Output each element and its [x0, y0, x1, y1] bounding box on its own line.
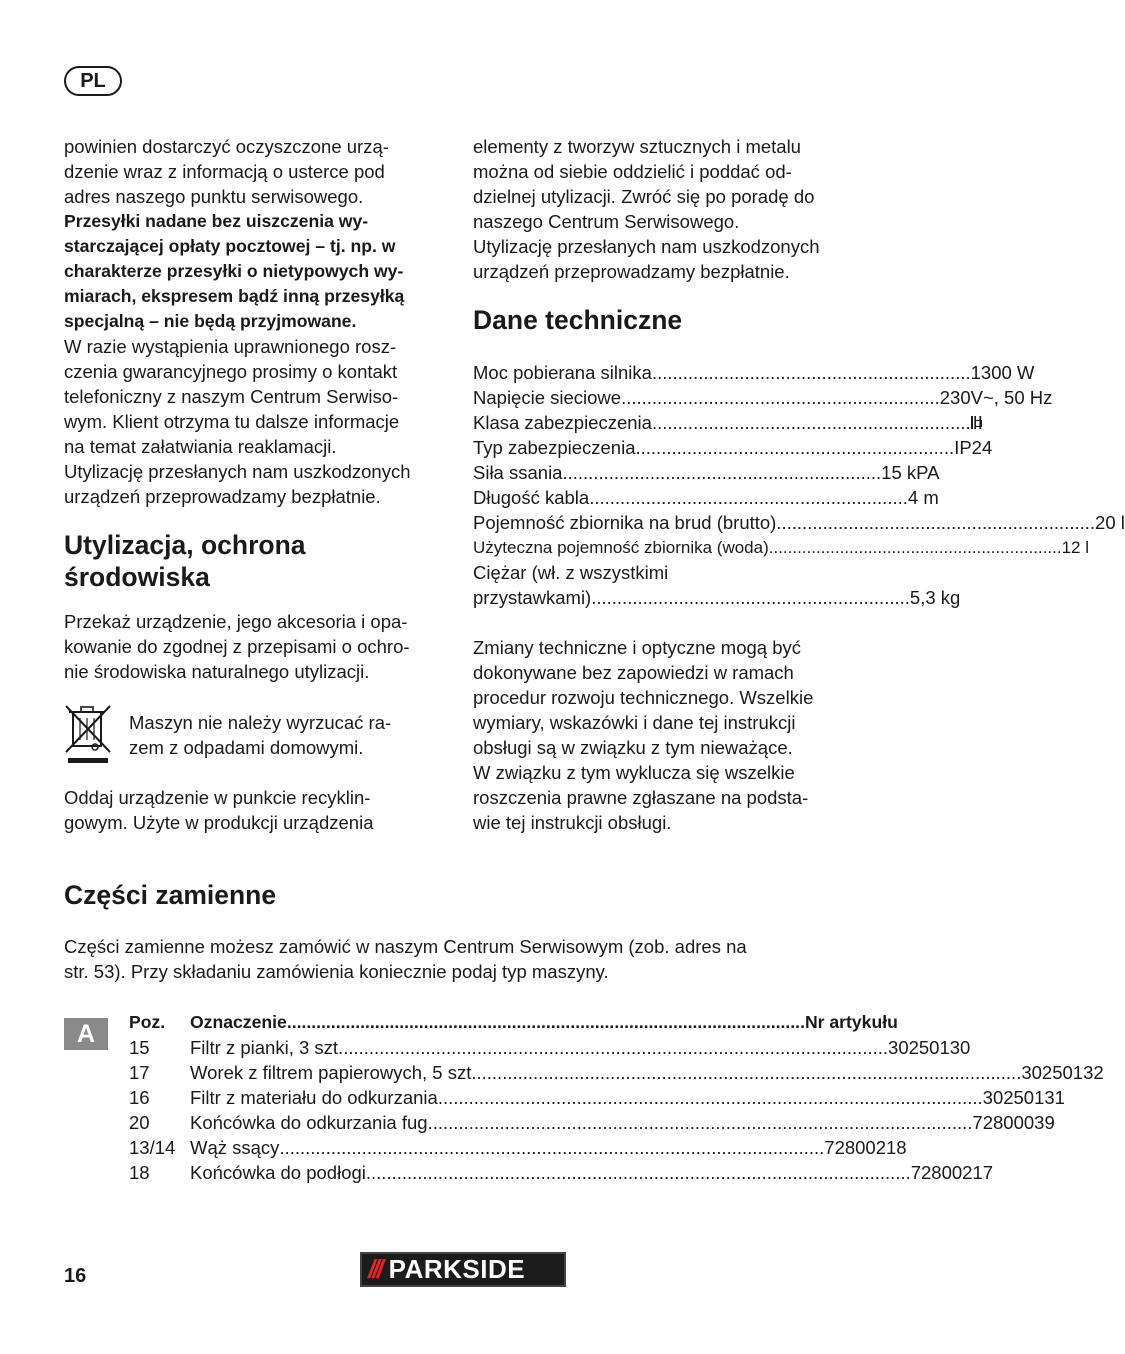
table-row	[129, 1060, 1104, 1085]
spec-label: Klasa zabezpieczenia	[473, 412, 652, 433]
spec-value: II	[972, 412, 983, 433]
header-pos: Poz.	[129, 1012, 166, 1032]
spec-row	[473, 585, 961, 610]
recycling-continued-paragraph: elementy z tworzyw sztucznych i metalu można od siebie oddzielić i poddać od- dzielnej utylizacji. Zwróć się po poradę do naszego Centrum Serwisowego. Utylizację przesłanych nam uszkodzonych urządzeń przeprowadzamy bezpłatnie.	[473, 136, 820, 282]
spec-label: Użyteczna pojemność zbiornika (woda)	[473, 538, 769, 557]
part-pos: 13/14	[129, 1137, 176, 1158]
leader-dots: ..............................................................	[651, 362, 971, 383]
technical-changes-paragraph: Zmiany techniczne i optyczne mogą być dokonywane bez zapowiedzi w ramach procedur rozwoju technicznego. Wszelkie wymiary, wskazówki i dane tej instrukcji obsługi są w związku z tym nieważące. W związku z tym wyklucza się wszelkie roszczenia prawne zgłaszane na podsta- wie tej instrukcji obsługi.	[473, 637, 814, 833]
leader-dots: ..........................................................................................................	[286, 1012, 805, 1032]
part-article-no: 72800217	[910, 1162, 994, 1183]
part-pos: 15	[129, 1037, 150, 1058]
table-row	[129, 1135, 907, 1160]
part-article-no: 30250132	[1021, 1062, 1104, 1083]
leader-dots: ..........................................................................................................	[279, 1137, 825, 1158]
leader-dots: ..............................................................	[635, 437, 955, 458]
part-pos: 18	[129, 1162, 150, 1183]
spec-value: 230V~, 50 Hz	[939, 387, 1053, 408]
header-name: Oznaczenie	[190, 1012, 287, 1032]
spec-label: Typ zabezpieczenia	[473, 437, 636, 458]
tech-spec-table	[473, 360, 1125, 610]
spec-label: przystawkami)	[473, 587, 592, 608]
disposal-paragraph: Przekaż urządzenie, jego akcesoria i opa- kowanie do zgodnej z przepisami o ochro- nie środowiska naturalnego utylizacji.	[64, 611, 410, 682]
spec-label: Moc pobierana silnika	[473, 362, 652, 383]
spec-row	[473, 410, 983, 435]
part-pos: 16	[129, 1087, 150, 1108]
leader-dots: ..........................................................................................................	[437, 1087, 983, 1108]
left-column	[64, 134, 454, 509]
part-name: Filtr z pianki, 3 szt.	[190, 1037, 344, 1058]
spec-label: Pojemność zbiornika na brud (brutto)	[473, 512, 777, 533]
spec-row	[473, 510, 1125, 535]
protection-class-ii-icon	[971, 416, 973, 429]
spare-parts-table	[129, 1010, 1104, 1185]
service-paragraph: powinien dostarczyć oczyszczone urzą- dzenie wraz z informacją o usterce pod adres naszego punktu serwisowego.	[64, 136, 389, 207]
spec-value: 4 m	[907, 487, 939, 508]
leader-dots: ..............................................................	[589, 487, 908, 508]
spec-value: 12 l	[1061, 538, 1090, 557]
leader-dots: ..............................................................	[768, 538, 1062, 557]
weee-bin-icon	[64, 704, 114, 766]
leader-dots: ..............................................................	[651, 412, 971, 433]
spec-label: Siła ssania	[473, 462, 563, 483]
spec-row	[473, 560, 853, 585]
table-row	[129, 1110, 1055, 1135]
spec-label: Napięcie sieciowe	[473, 387, 622, 408]
spec-row	[473, 435, 993, 460]
weee-text: Maszyn nie należy wyrzucać ra- zem z odpadami domowymi.	[129, 712, 392, 758]
leader-dots: ..........................................................................................................	[476, 1062, 1022, 1083]
spec-value: IP24	[954, 437, 993, 458]
header-article-no: Nr artykułu	[804, 1012, 898, 1032]
part-article-no: 30250131	[982, 1087, 1065, 1108]
leader-dots: ..............................................................	[562, 462, 882, 483]
spec-value: 5,3 kg	[909, 587, 961, 608]
parkside-logo	[360, 1252, 566, 1287]
part-name: Wąż ssący	[190, 1137, 280, 1158]
spec-row	[473, 360, 1035, 385]
leader-dots: ..............................................................	[621, 387, 940, 408]
leader-dots: ..............................................................	[776, 512, 1096, 533]
warranty-paragraph: W razie wystąpienia uprawnionego rosz- czenia gwarancyjnego prosimy o kontakt telefoniczny z naszym Centrum Serwiso- wym. Klient otrzyma tu dalsze informacje na temat załatwiania reaklamacji. Utylizację przesłanych nam uszkodzonych urządzeń przeprowadzamy bezpłatnie.	[64, 336, 411, 507]
part-pos: 20	[129, 1112, 150, 1133]
recycling-paragraph: Oddaj urządzenie w punkcie recyklin- gowym. Użyte w produkcji urządzenia	[64, 787, 374, 833]
figure-a-label: A	[64, 1018, 108, 1050]
leader-dots: ..........................................................................................................	[427, 1112, 973, 1133]
spare-parts-heading: Części zamienne	[64, 880, 277, 910]
leader-dots: ..........................................................................................................	[343, 1037, 889, 1058]
logo-text: PARKSIDE	[388, 1254, 526, 1284]
part-article-no: 30250130	[888, 1037, 971, 1058]
spec-value: 15 kPA	[881, 462, 940, 483]
part-name: Końcówka do podłogi	[190, 1162, 366, 1183]
spec-value: 20 l	[1095, 512, 1125, 533]
part-name: Worek z filtrem papierowych, 5 szt.	[190, 1062, 477, 1083]
part-article-no: 72800039	[972, 1112, 1055, 1133]
spec-label: Ciężar (wł. z wszystkimi	[473, 562, 669, 583]
part-article-no: 72800218	[824, 1137, 907, 1158]
table-row	[129, 1035, 971, 1060]
leader-dots: ..........................................................................................................	[365, 1162, 911, 1183]
tech-data-heading: Dane techniczne	[473, 305, 683, 335]
leader-dots: ..............................................................	[591, 587, 910, 608]
spec-row	[473, 485, 939, 510]
spec-label: Długość kabla	[473, 487, 590, 508]
shipping-warning: Przesyłki nadane bez uiszczenia wy- starczającej opłaty pocztowej – tj. np. w charakterze przesyłki o nietypowych wy- miarach, ekspresem bądź inną przesyłką specjalną – nie będą przyjmowane.	[64, 211, 405, 331]
language-badge: PL	[64, 66, 122, 96]
part-name: Końcówka do odkurzania fug	[190, 1112, 428, 1133]
part-name: Filtr z materiału do odkurzania	[190, 1087, 438, 1108]
spec-value: 1300 W	[970, 362, 1035, 383]
page-number: 16	[64, 1265, 87, 1287]
table-header	[129, 1010, 898, 1035]
spec-row	[473, 535, 1090, 560]
spec-row	[473, 385, 1053, 410]
spare-parts-intro: Części zamienne możesz zamówić w naszym Centrum Serwisowym (zob. adres na str. 53). Przy składaniu zamówienia koniecznie podaj typ maszyny.	[64, 936, 747, 982]
disposal-heading: Utylizacja, ochrona środowiska	[64, 530, 306, 592]
logo-slashes: ///	[368, 1254, 381, 1284]
table-row	[129, 1160, 994, 1185]
spec-row	[473, 460, 940, 485]
part-pos: 17	[129, 1062, 150, 1083]
table-row	[129, 1085, 1065, 1110]
